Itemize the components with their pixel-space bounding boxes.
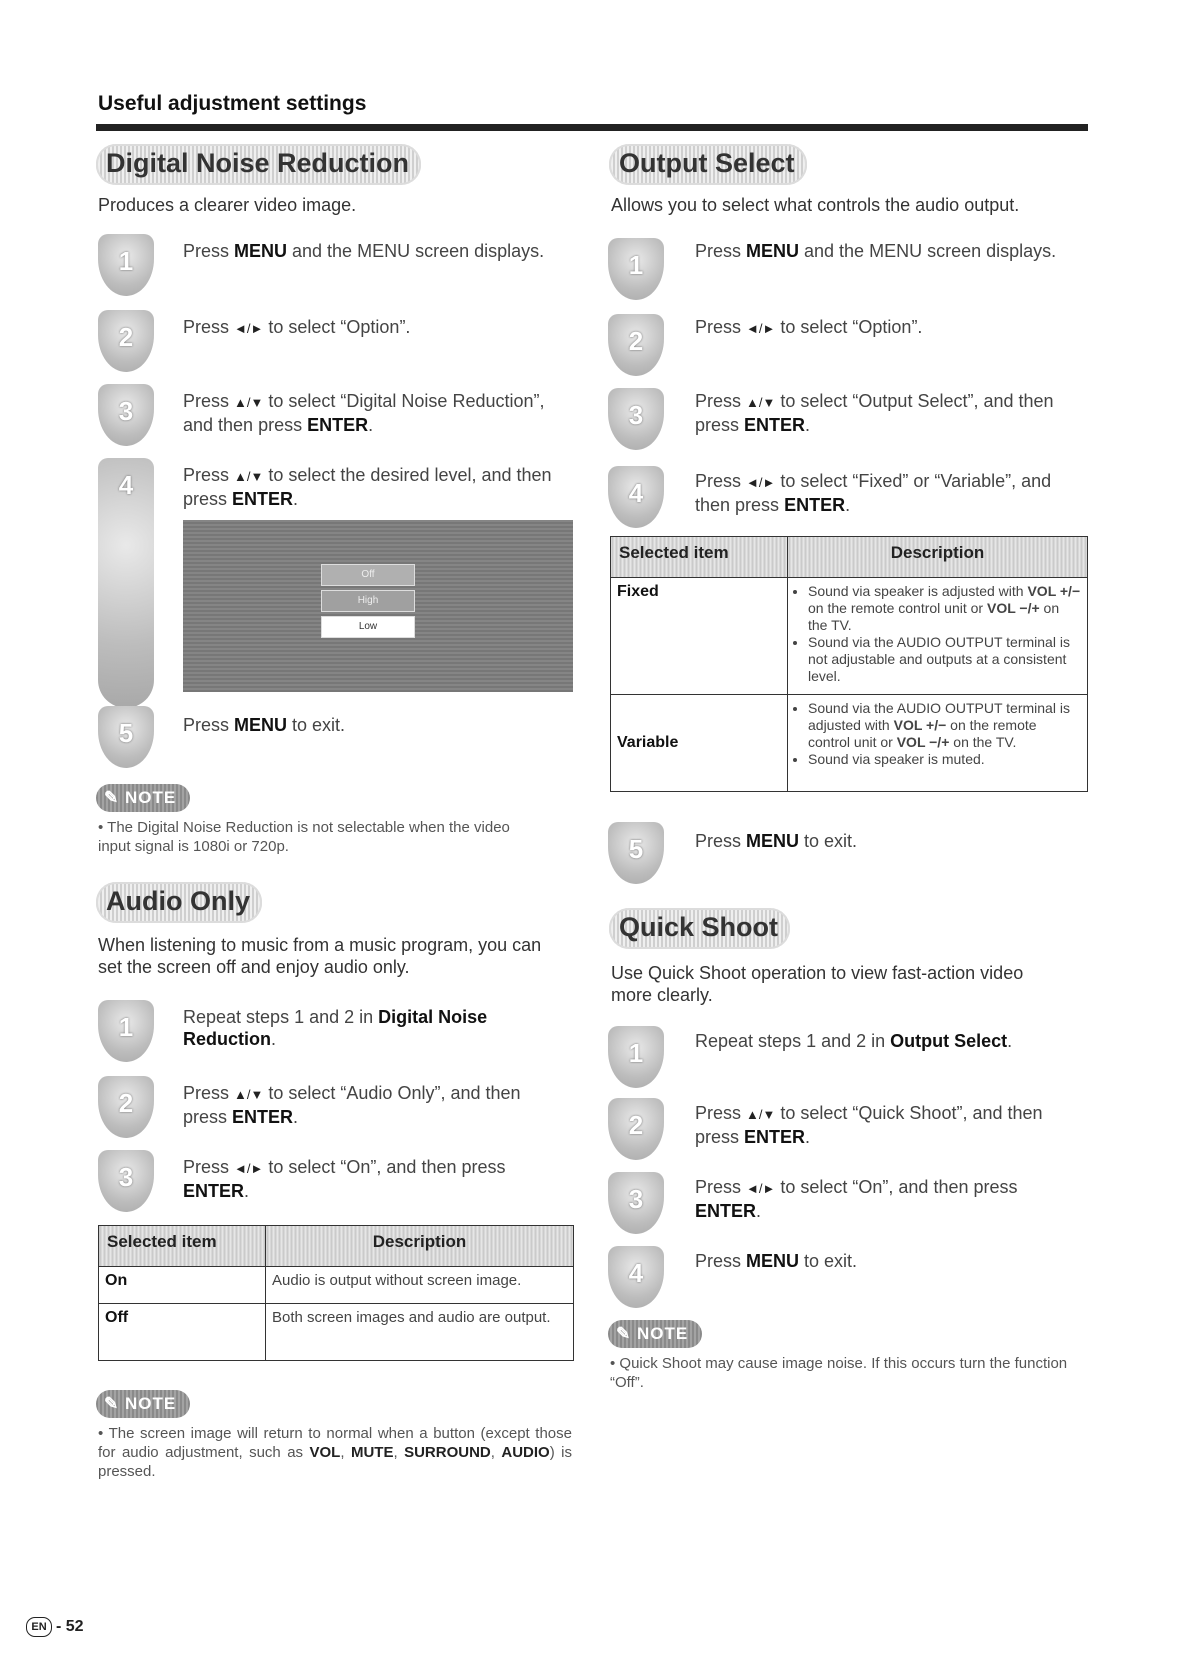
step-badge-1: 1 [608, 238, 664, 300]
audio-intro: When listening to music from a music program, you can set the screen off and enjoy audio only. [98, 935, 542, 977]
output-section-title: Output Select [609, 144, 807, 185]
table-header-item: Selected item [99, 1226, 266, 1267]
quick-step-4: Press MENU to exit. [695, 1251, 858, 1271]
step-badge-5: 5 [98, 706, 154, 768]
table-header-description: Description [788, 537, 1088, 578]
header-rule [96, 124, 1088, 131]
dnr-note: • The Digital Noise Reduction is not selectable when the video input signal is 1080i or 720p. [98, 819, 510, 855]
left-right-arrow-icon: ◄/► [746, 321, 776, 336]
dnr-step-4: Press ▲/▼ to select the desired level, and then press ENTER. [183, 465, 552, 509]
output-step-2: Press ◄/► to select “Option”. [695, 317, 923, 337]
output-table [610, 536, 1088, 792]
left-right-arrow-icon: ◄/► [746, 1181, 776, 1196]
note-icon: ✎ [616, 1324, 637, 1343]
audio-table [98, 1225, 574, 1361]
table-row: Variable • Sound via the AUDIO OUTPUT terminal is adjusted with VOL +/− on the remote control unit or VOL −/+ on the TV. • Sound via speaker is muted. [611, 695, 1088, 792]
step-badge-1: 1 [98, 1000, 154, 1062]
audio-note: • The screen image will return to normal when a button (except those for audio adjustment, such as VOL, MUTE, SURROUND, AUDIO) is pressed. [98, 1425, 573, 1480]
dnr-step-1: Press MENU and the MENU screen displays. [183, 241, 545, 261]
step-badge-4: 4 [608, 1246, 664, 1308]
up-down-arrow-icon: ▲/▼ [746, 395, 776, 410]
audio-section-title: Audio Only [96, 882, 262, 923]
audio-step-1: Repeat steps 1 and 2 in Digital Noise Reduction. [183, 1007, 488, 1049]
up-down-arrow-icon: ▲/▼ [746, 1107, 776, 1122]
page-number: EN - 52 [26, 1617, 84, 1637]
left-right-arrow-icon: ◄/► [234, 321, 264, 336]
quick-note-label: ✎ NOTE [608, 1320, 702, 1348]
menu-option-low: Low [321, 616, 415, 638]
step-badge-1: 1 [608, 1026, 664, 1088]
dnr-step-2: Press ◄/► to select “Option”. [183, 317, 411, 337]
left-right-arrow-icon: ◄/► [234, 1161, 264, 1176]
up-down-arrow-icon: ▲/▼ [234, 395, 264, 410]
note-icon: ✎ [104, 788, 125, 807]
output-step-5: Press MENU to exit. [695, 831, 858, 851]
audio-step-2: Press ▲/▼ to select “Audio Only”, and then press ENTER. [183, 1083, 521, 1127]
audio-step-3: Press ◄/► to select “On”, and then press ENTER. [183, 1157, 506, 1201]
step-badge-2: 2 [98, 1076, 154, 1138]
output-step-1: Press MENU and the MENU screen displays. [695, 241, 1057, 261]
quick-intro: Use Quick Shoot operation to view fast-action video more clearly. [611, 963, 1024, 1005]
step-badge-2: 2 [98, 310, 154, 372]
output-step-4: Press ◄/► to select “Fixed” or “Variable”, and then press ENTER. [695, 471, 1052, 515]
step-badge-1: 1 [98, 234, 154, 296]
table-row: On Audio is output without screen image. [99, 1267, 574, 1304]
audio-note-label: ✎ NOTE [96, 1390, 190, 1418]
tv-screen-illustration [183, 520, 573, 692]
table-row: Fixed • Sound via speaker is adjusted with VOL +/− on the remote control unit or VOL −/+ on the TV. • Sound via the AUDIO OUTPUT terminal is not adjustable and outputs at a consistent level. [611, 578, 1088, 695]
table-header-description: Description [266, 1226, 574, 1267]
left-right-arrow-icon: ◄/► [746, 475, 776, 490]
quick-step-3: Press ◄/► to select “On”, and then press ENTER. [695, 1177, 1018, 1221]
quick-section-title: Quick Shoot [609, 908, 790, 949]
quick-step-2: Press ▲/▼ to select “Quick Shoot”, and then press ENTER. [695, 1103, 1043, 1147]
step-badge-2: 2 [608, 314, 664, 376]
dnr-note-label: ✎ NOTE [96, 784, 190, 812]
step-badge-3: 3 [608, 388, 664, 450]
quick-note: • Quick Shoot may cause image noise. If this occurs turn the function “Off”. [610, 1355, 1068, 1391]
menu-option-off: Off [321, 564, 415, 586]
quick-step-1: Repeat steps 1 and 2 in Output Select. [695, 1031, 1013, 1051]
output-intro: Allows you to select what controls the audio output. [611, 195, 1020, 215]
note-icon: ✎ [104, 1394, 125, 1413]
output-step-3: Press ▲/▼ to select “Output Select”, and then press ENTER. [695, 391, 1054, 435]
up-down-arrow-icon: ▲/▼ [234, 1087, 264, 1102]
step-badge-2: 2 [608, 1098, 664, 1160]
dnr-step-5: Press MENU to exit. [183, 715, 346, 735]
step-badge-5: 5 [608, 822, 664, 884]
page-header: Useful adjustment settings [98, 92, 367, 115]
menu-option-high: High [321, 590, 415, 612]
step-badge-3: 3 [98, 1150, 154, 1212]
step-badge-4: 4 [608, 466, 664, 528]
dnr-section-title: Digital Noise Reduction [96, 144, 421, 185]
dnr-step-3: Press ▲/▼ to select “Digital Noise Reduction”, and then press ENTER. [183, 391, 545, 435]
step-badge-3: 3 [608, 1172, 664, 1234]
step-badge-4: 4 [98, 458, 154, 708]
up-down-arrow-icon: ▲/▼ [234, 469, 264, 484]
table-row: Off Both screen images and audio are output. [99, 1304, 574, 1361]
table-header-item: Selected item [611, 537, 788, 578]
language-badge: EN [26, 1617, 52, 1637]
dnr-intro: Produces a clearer video image. [98, 195, 357, 215]
step-badge-3: 3 [98, 384, 154, 446]
